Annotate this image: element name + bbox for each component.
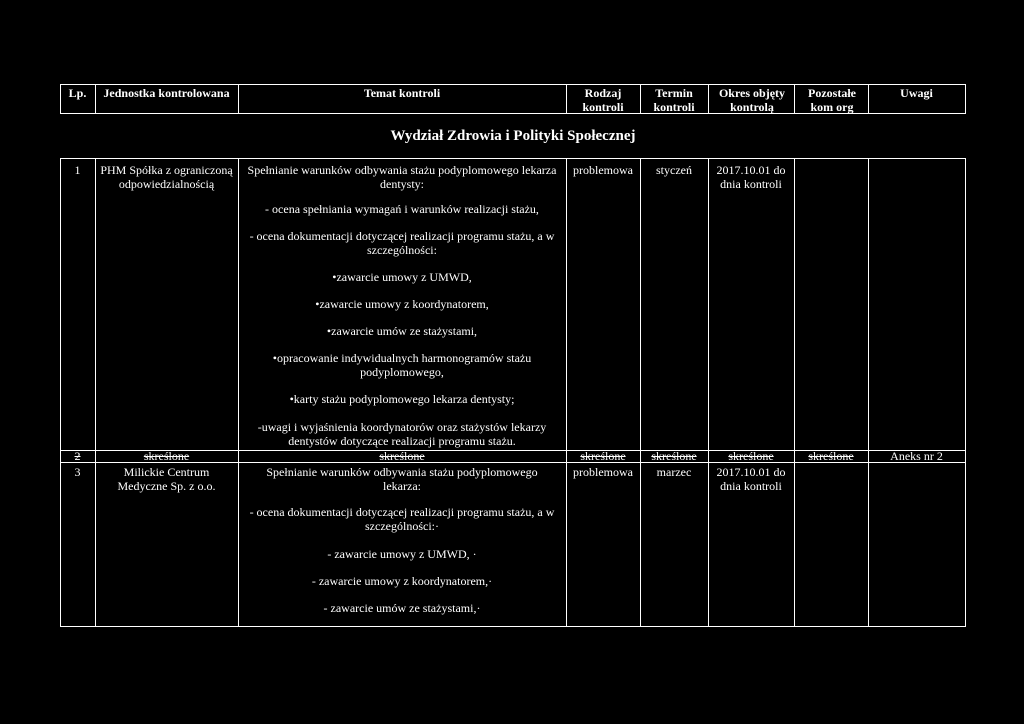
table-top-border — [60, 84, 966, 85]
row3-topic-line-0: Spełnianie warunków odbywania stażu podyplomowego lekarza: — [266, 465, 538, 493]
body-line-8 — [965, 158, 966, 626]
col-line-4 — [640, 84, 641, 113]
header-period: Okres objęty kontrolą — [718, 86, 786, 114]
row3-lp: 3 — [74, 465, 81, 479]
row1-topic-line-2: - ocena dokumentacji dotyczącej realizacji programu stażu, a w szczególności: — [249, 229, 555, 257]
row3-period: 2017.10.01 do dnia kontroli — [716, 465, 786, 493]
row3-topic-line-2: - zawarcie umowy z UMWD, · — [327, 547, 477, 561]
row1-top-border — [60, 158, 966, 159]
row1-topic-line-7: • karty stażu podyplomowego lekarza dentysty; — [244, 392, 560, 406]
body-line-0 — [60, 158, 61, 626]
row3-term: marzec — [656, 465, 692, 479]
row2-topic: skreślone — [379, 449, 425, 463]
row1-period: 2017.10.01 do dnia kontroli — [716, 163, 786, 191]
body-line-3 — [566, 158, 567, 626]
header-term: Termin kontroli — [653, 86, 695, 114]
row2-others: skreślone — [808, 449, 854, 463]
row3-topic-line-1: - ocena dokumentacji dotyczącej realizacji programu stażu, a w szczególności:· — [249, 505, 555, 533]
row2-notes: Aneks nr 2 — [890, 449, 943, 463]
header-type: Rodzaj kontroli — [582, 86, 624, 114]
row1-topic-line-1: - ocena spełniania wymagań i warunków realizacji stażu, — [265, 202, 539, 216]
row1-topic-line-4: • zawarcie umowy z koordynatorem, — [244, 297, 560, 311]
body-line-6 — [794, 158, 795, 626]
col-line-8 — [965, 84, 966, 113]
body-line-1 — [95, 158, 96, 626]
header-lp: Lp. — [68, 86, 87, 100]
header-topic: Temat kontroli — [363, 86, 441, 100]
row1-topic-line-5: • zawarcie umów ze stażystami, — [244, 324, 560, 338]
row2-lp: 2 — [74, 449, 81, 463]
row2-type: skreślone — [580, 449, 626, 463]
row2-term: skreślone — [651, 449, 697, 463]
row3-topic-line-4: - zawarcie umów ze stażystami,· — [323, 601, 481, 615]
table-bottom-border — [60, 626, 966, 627]
col-line-5 — [708, 84, 709, 113]
row1-topic-line-6: • opracowanie indywidualnych harmonogramów stażu podyplomowego, — [254, 351, 550, 379]
row3-unit: Milickie Centrum Medyczne Sp. z o.o. — [117, 465, 216, 493]
header-unit: Jednostka kontrolowana — [103, 86, 230, 100]
row1-topic-line-0: Spełnianie warunków odbywania stażu podyplomowego lekarza dentysty: — [247, 163, 557, 191]
row2-unit: skreślone — [143, 449, 190, 463]
row2-period: skreślone — [728, 449, 774, 463]
row1-lp: 1 — [74, 163, 81, 177]
row1-unit: PHM Spółka z ograniczoną odpowiedzialnością — [100, 163, 233, 191]
row1-type: problemowa — [573, 163, 633, 177]
row3-type: problemowa — [573, 465, 633, 479]
col-line-6 — [794, 84, 795, 113]
body-line-5 — [708, 158, 709, 626]
row1-topic-line-8: -uwagi i wyjaśnienia koordynatorów oraz stażystów lekarzy dentystów dotyczące realizacji programu stażu. — [257, 420, 547, 448]
body-line-4 — [640, 158, 641, 626]
row1-topic-line-3: • zawarcie umowy z UMWD, — [244, 270, 560, 284]
header-others: Pozostałe kom org — [808, 86, 856, 114]
body-line-2 — [238, 158, 239, 626]
section-title: Wydział Zdrowia i Polityki Społecznej — [390, 128, 636, 144]
body-line-7 — [868, 158, 869, 626]
header-notes: Uwagi — [900, 86, 933, 100]
row3-topic-line-3: - zawarcie umowy z koordynatorem,· — [311, 574, 493, 588]
col-line-3 — [566, 84, 567, 113]
row1-term: styczeń — [656, 163, 692, 177]
